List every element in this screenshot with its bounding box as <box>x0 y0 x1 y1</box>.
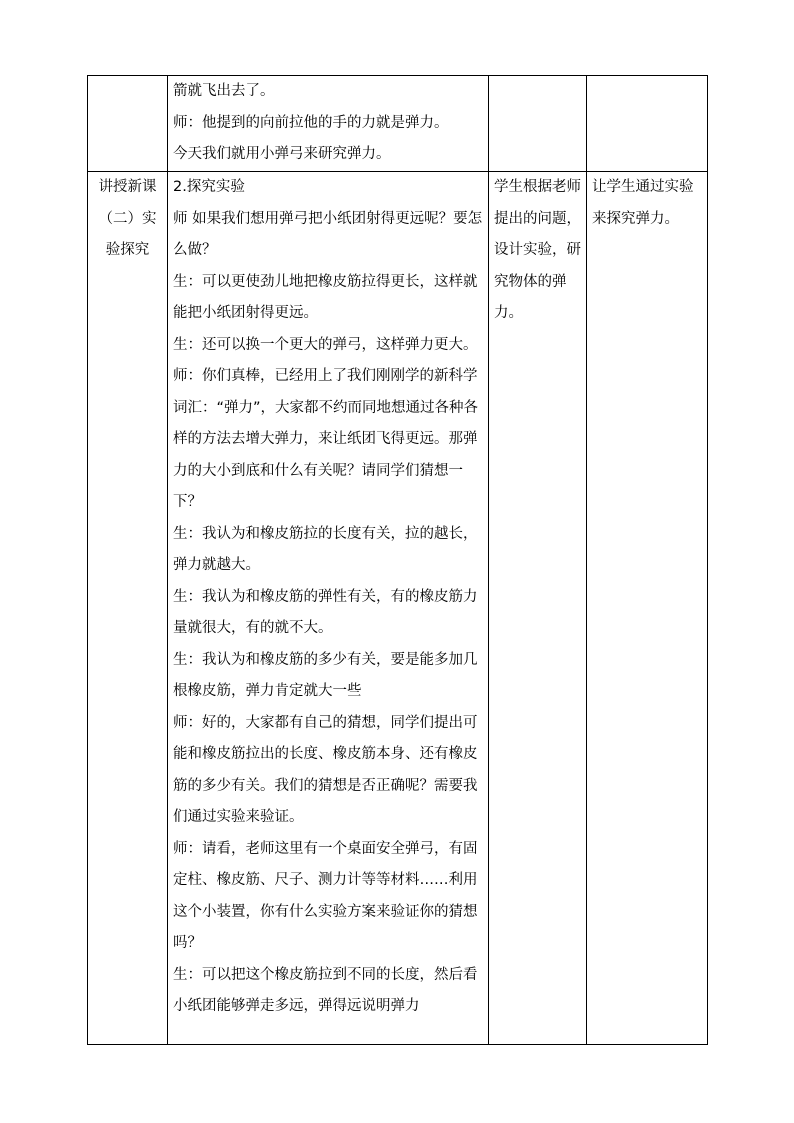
process-paragraph: 师：他提到的向前拉他的手的力就是弹力。 <box>173 114 449 131</box>
design-intent-cell-empty <box>587 76 708 172</box>
student-activity-cell-empty <box>489 76 587 172</box>
process-paragraph: 生：可以更使劲儿地把橡皮筋拉得更长，这样就能把小纸团射得更远。 <box>173 273 478 321</box>
process-paragraph: 师：好的，大家都有自己的猜想，同学们提出可能和橡皮筋拉出的长度、橡皮筋本身、还有橡皮筋的多少有关。我们的猜想是否正确呢？需要我们通过实验来验证。 <box>173 714 478 825</box>
student-activity-text: 学生根据老师提出的问题，设计实验，研究物体的弹力。 <box>494 179 581 321</box>
process-paragraph: 今天我们就用小弹弓来研究弹力。 <box>173 146 391 162</box>
process-paragraph: 2.探究实验 <box>173 179 245 195</box>
table-row <box>88 172 708 1045</box>
student-activity-cell <box>489 172 587 1045</box>
design-intent-text: 让学生通过实验来探究弹力。 <box>592 179 694 227</box>
process-paragraph: 生：可以把这个橡皮筋拉到不同的长度，然后看小纸团能够弹走多远，弹得远说明弹力 <box>173 966 478 1014</box>
process-paragraph: 师：你们真棒，已经用上了我们刚刚学的新科学词汇：“弹力”，大家都不约而同地想通过各种各样的方法去增大弹力，来让纸团飞得更远。那弹力的大小到底和什么有关呢？请同学们猜想一下？ <box>173 368 479 510</box>
stage-label: 验探究 <box>105 242 150 258</box>
process-paragraph: 箭就飞出去了。 <box>173 83 275 99</box>
process-paragraph: 生：我认为和橡皮筋的多少有关，要是能多加几根橡皮筋，弹力肯定就大一些 <box>173 651 478 699</box>
process-paragraph: 师：请看，老师这里有一个桌面安全弹弓，有固定柱、橡皮筋、尺子、测力计等等材料……利用这个小装置，你有什么实验方案来验证你的猜想吗？ <box>173 840 478 951</box>
stage-label: 讲授新课 <box>98 179 157 195</box>
process-paragraph: 师 如果我们想用弹弓把小纸团射得更远呢？要怎么做？ <box>173 210 483 258</box>
stage-label: （二）实 <box>98 210 157 227</box>
process-paragraph: 生：还可以换一个更大的弹弓，这样弹力更大。 <box>173 336 478 353</box>
table-row <box>88 76 708 172</box>
process-cell <box>168 172 489 1045</box>
process-paragraph: 生：我认为和橡皮筋的弹性有关，有的橡皮筋力量就很大，有的就不大。 <box>173 588 478 636</box>
stage-cell-empty <box>88 76 168 172</box>
process-paragraph: 生：我认为和橡皮筋拉的长度有关，拉的越长，弹力就越大。 <box>173 525 478 573</box>
lesson-plan-table <box>87 75 708 1045</box>
stage-cell <box>88 172 168 1045</box>
design-intent-cell <box>587 172 708 1045</box>
process-cell <box>168 76 489 172</box>
